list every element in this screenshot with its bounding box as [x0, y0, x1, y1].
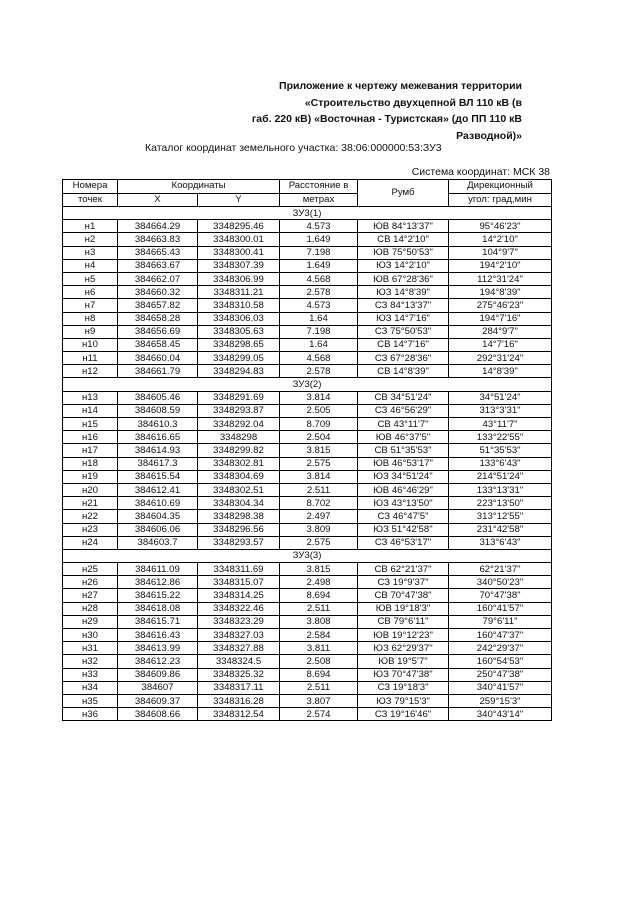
point-number-cell: н24 [63, 536, 118, 549]
coord-x-cell: 384609.37 [118, 694, 198, 707]
rumb-cell: СЗ 46°56'29" [358, 404, 449, 417]
distance-cell: 3.814 [280, 470, 358, 483]
header-direction-angle: Дирекционный [449, 180, 552, 194]
header-point-number: Номера [63, 180, 118, 194]
rumb-cell: СВ 51°35'53" [358, 444, 449, 457]
point-number-cell: н14 [63, 404, 118, 417]
coord-x-cell: 384609.86 [118, 668, 198, 681]
rumb-cell: СВ 70°47'38" [358, 589, 449, 602]
point-number-cell: н3 [63, 246, 118, 259]
point-number-cell: н6 [63, 286, 118, 299]
distance-cell: 3.814 [280, 391, 358, 404]
coord-y-cell: 3348316.28 [198, 694, 280, 707]
rumb-cell: ЮЗ 51°42'58" [358, 523, 449, 536]
table-row [63, 589, 552, 602]
distance-cell: 2.498 [280, 576, 358, 589]
rumb-cell: СЗ 19°18'3" [358, 681, 449, 694]
table-row [63, 708, 552, 721]
table-row [63, 629, 552, 642]
rumb-cell: СЗ 84°13'37" [358, 299, 449, 312]
rumb-cell: ЮЗ 14°7'16" [358, 312, 449, 325]
distance-cell: 2.575 [280, 536, 358, 549]
table-row [63, 497, 552, 510]
direction-angle-cell: 194°7'16" [449, 312, 552, 325]
rumb-cell: СЗ 46°53'17" [358, 536, 449, 549]
distance-cell: 1.649 [280, 259, 358, 272]
direction-angle-cell: 79°6'11" [449, 615, 552, 628]
distance-cell: 1.649 [280, 233, 358, 246]
coord-x-cell: 384656.69 [118, 325, 198, 338]
header-line: «Строительство двухцепной ВЛ 110 кВ (в [304, 96, 522, 109]
table-row [63, 602, 552, 615]
coord-y-cell: 3348299.05 [198, 352, 280, 365]
point-number-cell: н1 [63, 220, 118, 233]
coord-y-cell: 3348307.39 [198, 259, 280, 272]
coord-y-cell: 3348322.46 [198, 602, 280, 615]
distance-cell: 2.497 [280, 510, 358, 523]
table-row [63, 391, 552, 404]
coordinate-system-label: Система координат: МСК 38 [411, 166, 550, 178]
header-y: Y [198, 193, 280, 207]
table-row [63, 655, 552, 668]
point-number-cell: н4 [63, 259, 118, 272]
table-row [63, 668, 552, 681]
coord-y-cell: 3348325.32 [198, 668, 280, 681]
direction-angle-cell: 313°6'43" [449, 536, 552, 549]
table-row [63, 286, 552, 299]
rumb-cell: СЗ 75°50'53" [358, 325, 449, 338]
table-row [63, 299, 552, 312]
rumb-cell: ЮЗ 70°47'38" [358, 668, 449, 681]
coord-x-cell: 384612.41 [118, 483, 198, 496]
table-row [63, 510, 552, 523]
coord-y-cell: 3348292.04 [198, 418, 280, 431]
rumb-cell: ЮВ 46°53'17" [358, 457, 449, 470]
rumb-cell: ЮЗ 62°29'37" [358, 642, 449, 655]
distance-cell: 2.584 [280, 629, 358, 642]
table-row [63, 338, 552, 351]
rumb-cell: ЮВ 46°37'5" [358, 431, 449, 444]
table-row [63, 444, 552, 457]
distance-cell: 4.568 [280, 352, 358, 365]
coord-x-cell: 384612.23 [118, 655, 198, 668]
table-row [63, 457, 552, 470]
point-number-cell: н30 [63, 629, 118, 642]
table-row [63, 536, 552, 549]
coord-x-cell: 384614.93 [118, 444, 198, 457]
coord-x-cell: 384616.43 [118, 629, 198, 642]
table-row [63, 404, 552, 417]
point-number-cell: н25 [63, 563, 118, 576]
coord-y-cell: 3348298 [198, 431, 280, 444]
coord-x-cell: 384660.04 [118, 352, 198, 365]
point-number-cell: н22 [63, 510, 118, 523]
coord-y-cell: 3348324.5 [198, 655, 280, 668]
coord-x-cell: 384615.71 [118, 615, 198, 628]
section-row [63, 207, 552, 220]
coord-x-cell: 384660.32 [118, 286, 198, 299]
direction-angle-cell: 340°43'14" [449, 708, 552, 721]
coord-x-cell: 384611.09 [118, 563, 198, 576]
point-number-cell: н16 [63, 431, 118, 444]
coord-y-cell: 3348295.46 [198, 220, 280, 233]
distance-cell: 7.198 [280, 325, 358, 338]
coord-x-cell: 384661.79 [118, 365, 198, 378]
direction-angle-cell: 133°22'55" [449, 431, 552, 444]
coord-y-cell: 3348293.57 [198, 536, 280, 549]
direction-angle-cell: 223°13'50" [449, 497, 552, 510]
point-number-cell: н31 [63, 642, 118, 655]
distance-cell: 8.694 [280, 668, 358, 681]
table-row [63, 563, 552, 576]
rumb-cell: ЮВ 19°18'3" [358, 602, 449, 615]
coord-x-cell: 384608.66 [118, 708, 198, 721]
table-row [63, 259, 552, 272]
rumb-cell: СВ 14°7'16" [358, 338, 449, 351]
rumb-cell: СВ 14°8'39" [358, 365, 449, 378]
distance-cell: 3.809 [280, 523, 358, 536]
point-number-cell: н17 [63, 444, 118, 457]
direction-angle-cell: 160°41'57" [449, 602, 552, 615]
rumb-cell: СВ 79°6'11" [358, 615, 449, 628]
table-row [63, 681, 552, 694]
direction-angle-cell: 231°42'58" [449, 523, 552, 536]
coord-y-cell: 3348327.03 [198, 629, 280, 642]
coord-x-cell: 384615.54 [118, 470, 198, 483]
rumb-cell: ЮВ 75°50'53" [358, 246, 449, 259]
coord-x-cell: 384615.22 [118, 589, 198, 602]
header-line: Приложение к чертежу межевания территории [279, 80, 522, 92]
rumb-cell: ЮЗ 43°13'50" [358, 497, 449, 510]
distance-cell: 2.504 [280, 431, 358, 444]
table-row [63, 483, 552, 496]
direction-angle-cell: 160°47'37" [449, 629, 552, 642]
rumb-cell: ЮЗ 79°15'3" [358, 694, 449, 707]
direction-angle-cell: 14°7'16" [449, 338, 552, 351]
direction-angle-cell: 34°51'24" [449, 391, 552, 404]
coord-y-cell: 3348300.01 [198, 233, 280, 246]
distance-cell: 4.573 [280, 299, 358, 312]
header-line: габ. 220 кВ) «Восточная - Туристская» (до ПП 110 кВ [251, 113, 522, 125]
table-row [63, 576, 552, 589]
direction-angle-cell: 313°3'31" [449, 404, 552, 417]
rumb-cell: СЗ 67°28'36" [358, 352, 449, 365]
distance-cell: 2.511 [280, 681, 358, 694]
rumb-cell: ЮВ 19°12'23" [358, 629, 449, 642]
table-row [63, 694, 552, 707]
direction-angle-cell: 112°31'24" [449, 272, 552, 285]
section-title: ЗУ3(3) [63, 549, 552, 562]
point-number-cell: н23 [63, 523, 118, 536]
table-row [63, 220, 552, 233]
table-row [63, 431, 552, 444]
coord-x-cell: 384665.43 [118, 246, 198, 259]
coord-x-cell: 384657.82 [118, 299, 198, 312]
coord-x-cell: 384605.46 [118, 391, 198, 404]
point-number-cell: н20 [63, 483, 118, 496]
header-direction-angle-sub: угол: град,мин [449, 193, 552, 207]
direction-angle-cell: 214°51'24" [449, 470, 552, 483]
direction-angle-cell: 95°46'23" [449, 220, 552, 233]
distance-cell: 2.578 [280, 365, 358, 378]
direction-angle-cell: 104°9'7" [449, 246, 552, 259]
section-row [63, 549, 552, 562]
header-distance-sub: метрах [280, 193, 358, 207]
direction-angle-cell: 62°21'37" [449, 563, 552, 576]
distance-cell: 3.815 [280, 444, 358, 457]
distance-cell: 3.808 [280, 615, 358, 628]
coord-y-cell: 3348310.58 [198, 299, 280, 312]
direction-angle-cell: 43°11'7" [449, 418, 552, 431]
section-row [63, 378, 552, 391]
coord-y-cell: 3348294.83 [198, 365, 280, 378]
point-number-cell: н9 [63, 325, 118, 338]
rumb-cell: СЗ 19°9'37" [358, 576, 449, 589]
coord-x-cell: 384612.86 [118, 576, 198, 589]
distance-cell: 3.815 [280, 563, 358, 576]
distance-cell: 4.573 [280, 220, 358, 233]
rumb-cell: СВ 14°2'10" [358, 233, 449, 246]
rumb-cell: ЮВ 67°28'36" [358, 272, 449, 285]
coord-y-cell: 3348300.41 [198, 246, 280, 259]
point-number-cell: н34 [63, 681, 118, 694]
rumb-cell: СЗ 19°16'46" [358, 708, 449, 721]
point-number-cell: н5 [63, 272, 118, 285]
header-x: X [118, 193, 198, 207]
coord-y-cell: 3348306.03 [198, 312, 280, 325]
coord-y-cell: 3348304.34 [198, 497, 280, 510]
section-title: ЗУ3(1) [63, 207, 552, 220]
table-row [63, 352, 552, 365]
header-coordinates: Координаты [118, 180, 280, 194]
coord-x-cell: 384658.45 [118, 338, 198, 351]
direction-angle-cell: 340°41'57" [449, 681, 552, 694]
table-body [63, 207, 552, 721]
point-number-cell: н8 [63, 312, 118, 325]
point-number-cell: н12 [63, 365, 118, 378]
coord-x-cell: 384604.35 [118, 510, 198, 523]
coord-x-cell: 384603.7 [118, 536, 198, 549]
table-row [63, 523, 552, 536]
coord-x-cell: 384610.69 [118, 497, 198, 510]
point-number-cell: н27 [63, 589, 118, 602]
rumb-cell: ЮВ 84°13'37" [358, 220, 449, 233]
rumb-cell: СВ 62°21'37" [358, 563, 449, 576]
coord-x-cell: 384663.67 [118, 259, 198, 272]
coord-y-cell: 3348306.99 [198, 272, 280, 285]
point-number-cell: н28 [63, 602, 118, 615]
direction-angle-cell: 340°50'23" [449, 576, 552, 589]
coord-x-cell: 384617.3 [118, 457, 198, 470]
direction-angle-cell: 313°12'55" [449, 510, 552, 523]
distance-cell: 7.198 [280, 246, 358, 259]
distance-cell: 4.568 [280, 272, 358, 285]
distance-cell: 8.709 [280, 418, 358, 431]
direction-angle-cell: 133°13'31" [449, 483, 552, 496]
direction-angle-cell: 259°15'3" [449, 694, 552, 707]
point-number-cell: н21 [63, 497, 118, 510]
point-number-cell: н2 [63, 233, 118, 246]
coord-y-cell: 3348302.51 [198, 483, 280, 496]
coord-y-cell: 3348311.21 [198, 286, 280, 299]
rumb-cell: ЮВ 19°5'7" [358, 655, 449, 668]
rumb-cell: ЮЗ 14°2'10" [358, 259, 449, 272]
coord-x-cell: 384664.29 [118, 220, 198, 233]
direction-angle-cell: 194°8'39" [449, 286, 552, 299]
direction-angle-cell: 133°6'43" [449, 457, 552, 470]
document-header [192, 78, 522, 144]
distance-cell: 3.811 [280, 642, 358, 655]
table-row [63, 365, 552, 378]
distance-cell: 1.64 [280, 338, 358, 351]
coord-y-cell: 3348298.65 [198, 338, 280, 351]
rumb-cell: СВ 34°51'24" [358, 391, 449, 404]
table-row [63, 325, 552, 338]
point-number-cell: н19 [63, 470, 118, 483]
direction-angle-cell: 14°2'10" [449, 233, 552, 246]
distance-cell: 3.807 [280, 694, 358, 707]
table-row [63, 272, 552, 285]
coordinates-table [62, 179, 552, 721]
rumb-cell: ЮЗ 34°51'24" [358, 470, 449, 483]
coord-x-cell: 384662.07 [118, 272, 198, 285]
coord-y-cell: 3348291.69 [198, 391, 280, 404]
coord-x-cell: 384610.3 [118, 418, 198, 431]
rumb-cell: СЗ 46°47'5" [358, 510, 449, 523]
coord-y-cell: 3348298.38 [198, 510, 280, 523]
distance-cell: 2.578 [280, 286, 358, 299]
rumb-cell: СВ 43°11'7" [358, 418, 449, 431]
distance-cell: 2.575 [280, 457, 358, 470]
direction-angle-cell: 242°29'37" [449, 642, 552, 655]
section-title: ЗУ3(2) [63, 378, 552, 391]
coord-y-cell: 3348312.54 [198, 708, 280, 721]
point-number-cell: н10 [63, 338, 118, 351]
coord-y-cell: 3348293.87 [198, 404, 280, 417]
point-number-cell: н35 [63, 694, 118, 707]
coord-x-cell: 384607 [118, 681, 198, 694]
rumb-cell: ЮЗ 14°8'39" [358, 286, 449, 299]
distance-cell: 2.505 [280, 404, 358, 417]
point-number-cell: н11 [63, 352, 118, 365]
table-row [63, 246, 552, 259]
direction-angle-cell: 292°31'24" [449, 352, 552, 365]
table-row [63, 418, 552, 431]
point-number-cell: н18 [63, 457, 118, 470]
coord-x-cell: 384663.83 [118, 233, 198, 246]
point-number-cell: н15 [63, 418, 118, 431]
coord-y-cell: 3348315.07 [198, 576, 280, 589]
distance-cell: 8.702 [280, 497, 358, 510]
direction-angle-cell: 14°8'39" [449, 365, 552, 378]
point-number-cell: н29 [63, 615, 118, 628]
distance-cell: 2.511 [280, 602, 358, 615]
point-number-cell: н7 [63, 299, 118, 312]
coord-y-cell: 3348302.81 [198, 457, 280, 470]
distance-cell: 8.694 [280, 589, 358, 602]
direction-angle-cell: 51°35'53" [449, 444, 552, 457]
table-row [63, 312, 552, 325]
direction-angle-cell: 70°47'38" [449, 589, 552, 602]
distance-cell: 2.508 [280, 655, 358, 668]
coord-y-cell: 3348296.56 [198, 523, 280, 536]
point-number-cell: н26 [63, 576, 118, 589]
header-point-number-sub: точек [63, 193, 118, 207]
point-number-cell: н36 [63, 708, 118, 721]
rumb-cell: ЮВ 46°46'29" [358, 483, 449, 496]
coord-y-cell: 3348314.25 [198, 589, 280, 602]
coord-y-cell: 3348317.11 [198, 681, 280, 694]
table-row [63, 233, 552, 246]
coord-x-cell: 384658.28 [118, 312, 198, 325]
coord-x-cell: 384606.06 [118, 523, 198, 536]
coord-y-cell: 3348327.88 [198, 642, 280, 655]
header-line: Разводной)» [456, 129, 522, 142]
coord-x-cell: 384608.59 [118, 404, 198, 417]
direction-angle-cell: 284°9'7" [449, 325, 552, 338]
table-row [63, 470, 552, 483]
coord-y-cell: 3348323.29 [198, 615, 280, 628]
distance-cell: 2.511 [280, 483, 358, 496]
direction-angle-cell: 250°47'38" [449, 668, 552, 681]
point-number-cell: н33 [63, 668, 118, 681]
catalog-title: Каталог координат земельного участка: 38:06:000000:53:ЗУ3 [145, 142, 442, 154]
coord-x-cell: 384618.08 [118, 602, 198, 615]
table-row [63, 642, 552, 655]
coord-y-cell: 3348304.69 [198, 470, 280, 483]
distance-cell: 2.574 [280, 708, 358, 721]
header-distance: Расстояние в [280, 180, 358, 194]
point-number-cell: н32 [63, 655, 118, 668]
table-row [63, 615, 552, 628]
point-number-cell: н13 [63, 391, 118, 404]
direction-angle-cell: 275°46'23" [449, 299, 552, 312]
coord-x-cell: 384613.99 [118, 642, 198, 655]
direction-angle-cell: 160°54'53" [449, 655, 552, 668]
coord-x-cell: 384616.65 [118, 431, 198, 444]
header-rumb: Румб [358, 180, 449, 207]
coord-y-cell: 3348305.63 [198, 325, 280, 338]
coord-y-cell: 3348299.82 [198, 444, 280, 457]
direction-angle-cell: 194°2'10" [449, 259, 552, 272]
distance-cell: 1.64 [280, 312, 358, 325]
coord-y-cell: 3348311.69 [198, 563, 280, 576]
